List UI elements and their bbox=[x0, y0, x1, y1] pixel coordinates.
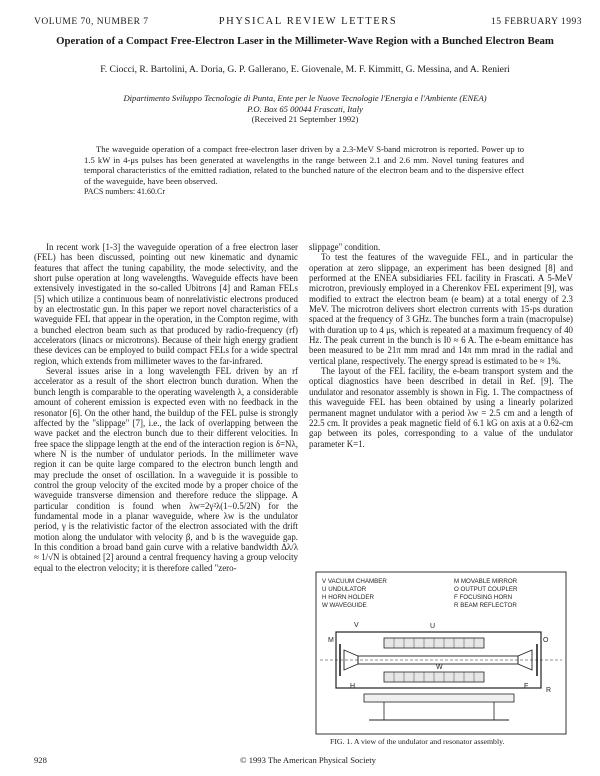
mark-u: U bbox=[430, 623, 436, 630]
mark-h: H bbox=[350, 683, 356, 690]
author-list: F. Ciocci, R. Bartolini, A. Doria, G. P. Gallerano, E. Giovenale, M. F. Kimmitt, G. Messina, and A. Renieri bbox=[100, 64, 510, 75]
page-footer bbox=[34, 755, 582, 767]
mark-r: R bbox=[546, 687, 552, 694]
affiliation-institution: Dipartimento Sviluppo Tecnologie di Punta, Ente per le Nuove Tecnologie l'Energia e l'Ambiente (ENEA) bbox=[123, 93, 487, 103]
page-number: 928 bbox=[34, 755, 47, 765]
legend-right-2: F FOCUSING HORN bbox=[454, 594, 513, 601]
support-base bbox=[364, 694, 514, 702]
running-header bbox=[34, 17, 582, 31]
legend-right-1: O OUTPUT COUPLER bbox=[454, 586, 518, 593]
volume-number: VOLUME 70, NUMBER 7 bbox=[34, 17, 149, 27]
journal-name: PHYSICAL REVIEW LETTERS bbox=[218, 16, 398, 27]
mark-f: F bbox=[524, 683, 529, 690]
mark-v: V bbox=[354, 622, 359, 629]
article-title: Operation of a Compact Free-Electron Laser in the Millimeter-Wave Region with a Bunched Electron Beam bbox=[56, 35, 554, 47]
legend-left-0: V VACUUM CHAMBER bbox=[322, 578, 387, 585]
mark-o: O bbox=[543, 637, 549, 644]
abstract: The waveguide operation of a compact free-electron laser driven by a 2.3-MeV S-band microtron is reported. Power up to 1.5 kW in 4-μs pulses has been generated at wavelengths in the range between 2.1 and 2.6 mm. Novel tuning features and temporal characteristics of the emitted radiation, related to the bunched nature of the electron beam and to the dispersive effect of the waveguide, have been observed. bbox=[84, 144, 524, 186]
legend-left-2: H HORN HOLDER bbox=[322, 594, 374, 601]
affiliation-address: P.O. Box 65 00044 Frascati, Italy bbox=[247, 103, 363, 114]
body-paragraph: To test the features of the waveguide FEL, and in particular the operation at zero slippage, an experiment has been designed [8] and performed at the ENEA subsidiaries FEL facility in Frascati. A 5-MeV microtron, previously employed in a Cherenkov FEL experiment [9], was modified to extract the electron beam (e beam) at a total energy of 2.3 MeV. The microtron delivers short electron currents with 15-ps duration spaced at the frequency of 3 GHz. The bunches form a train (macropulse) with duration up to 4 μs, which is repeated at a maximum frequency of 40 Hz. The peak current in the bunch is I0 ≈ 6 A. The e-beam emittance has been measured to be 21π mm mrad and 14π mm mrad in the radial and vertical plane, respectively. The energy spread is estimated to be ≈ 1%. bbox=[309, 252, 573, 366]
mark-w: W bbox=[436, 664, 443, 671]
copyright: © 1993 The American Physical Society bbox=[240, 755, 376, 765]
affiliation bbox=[40, 93, 570, 125]
figure-undulator-assembly bbox=[314, 570, 568, 738]
legend-right-3: R BEAM REFLECTOR bbox=[454, 602, 517, 609]
mark-m: M bbox=[328, 637, 334, 644]
received-date: (Received 21 September 1992) bbox=[251, 114, 359, 124]
body-column-left bbox=[34, 242, 298, 573]
figure-caption: FIG. 1. A view of the undulator and resonator assembly. bbox=[330, 737, 505, 746]
issue-date: 15 FEBRUARY 1993 bbox=[490, 17, 582, 27]
legend-left-3: W WAVEGUIDE bbox=[322, 602, 367, 609]
legend-right-0: M MOVABLE MIRROR bbox=[454, 578, 518, 585]
legend-left-1: U UNDULATOR bbox=[322, 586, 367, 593]
body-paragraph: Several issues arise in a long wavelength FEL driven by an rf accelerator as a result of the short electron bunch duration. When the bunch length is comparable to the operating wavelength λ, a considerable amount of coherent emission is expected even with no feedback in the resonator [6]. On the other hand, the buildup of the FEL pulse is strongly affected by the "slippage" [7], i.e., the lack of overlapping between the wave packet and the electron bunch due to their different velocities. In free space the slippage length at the end of the interaction region is δ=Nλ, where N is the number of undulator periods. In the millimeter wave region it can be quite large compared to the electron bunch length and may preclude the onset of oscillation. In a waveguide it is possible to control the group velocity of the excited mode by a proper choice of the waveguide transverse dimension and therefore reduce the slippage. A particular condition is found when λw=2γ²λ(1−0.5/2N) for the fundamental mode in a planar waveguide, where λw is the undulator period, γ is the relativistic factor of the electron associated with the drift motion along the undulator with velocity β, and b is the waveguide gap. In this condition a broad band gain curve with a relative bandwidth Δλ/λ ≈ 1/√N is obtained [2] around a central frequency having a group velocity equal to the electron velocity; it is therefore called "zero- bbox=[34, 366, 298, 573]
body-paragraph: slippage" condition. bbox=[309, 242, 381, 252]
body-paragraph: In recent work [1-3] the waveguide operation of a free electron laser (FEL) has been discussed, pointing out new kinematic and dynamic features that affect the tuning capability, the mode selectivity, and the short pulse operation at long wavelengths. Waveguide effects have been extensively investigated in the so-called Ubitrons [4] and Raman FELs [5] which utilize a continuous beam of nonrelativistic electrons produced by an electrostatic gun. In this paper we report novel characteristics of a waveguide FEL that appear in the operation, in the Compton regime, with a bunched electron beam such as that produced by radio-frequency (rf) accelerators (linacs or microtrons). Because of their high energy gradient these devices can be employed to build compact FELs for a wide spectral region, which extends from millimeter waves to the far-infrared. bbox=[34, 242, 298, 366]
body-paragraph: The layout of the FEL facility, the e-beam transport system and the optical diagnostics have been described in detail in Ref. [9]. The undulator and resonator assembly is shown in Fig. 1. The compactness of this waveguide FEL has been obtained by using a linearly polarized permanent magnet undulator with a period λw = 2.5 cm and a length of 22.5 cm. It provides a peak magnetic field of 6.1 kG on axis at a 0.62-cm gap between its poles, corresponding to a value of the undulator parameter K=1. bbox=[309, 366, 573, 449]
body-column-right bbox=[309, 242, 573, 449]
pacs-numbers: PACS numbers: 41.60.Cr bbox=[84, 187, 166, 196]
